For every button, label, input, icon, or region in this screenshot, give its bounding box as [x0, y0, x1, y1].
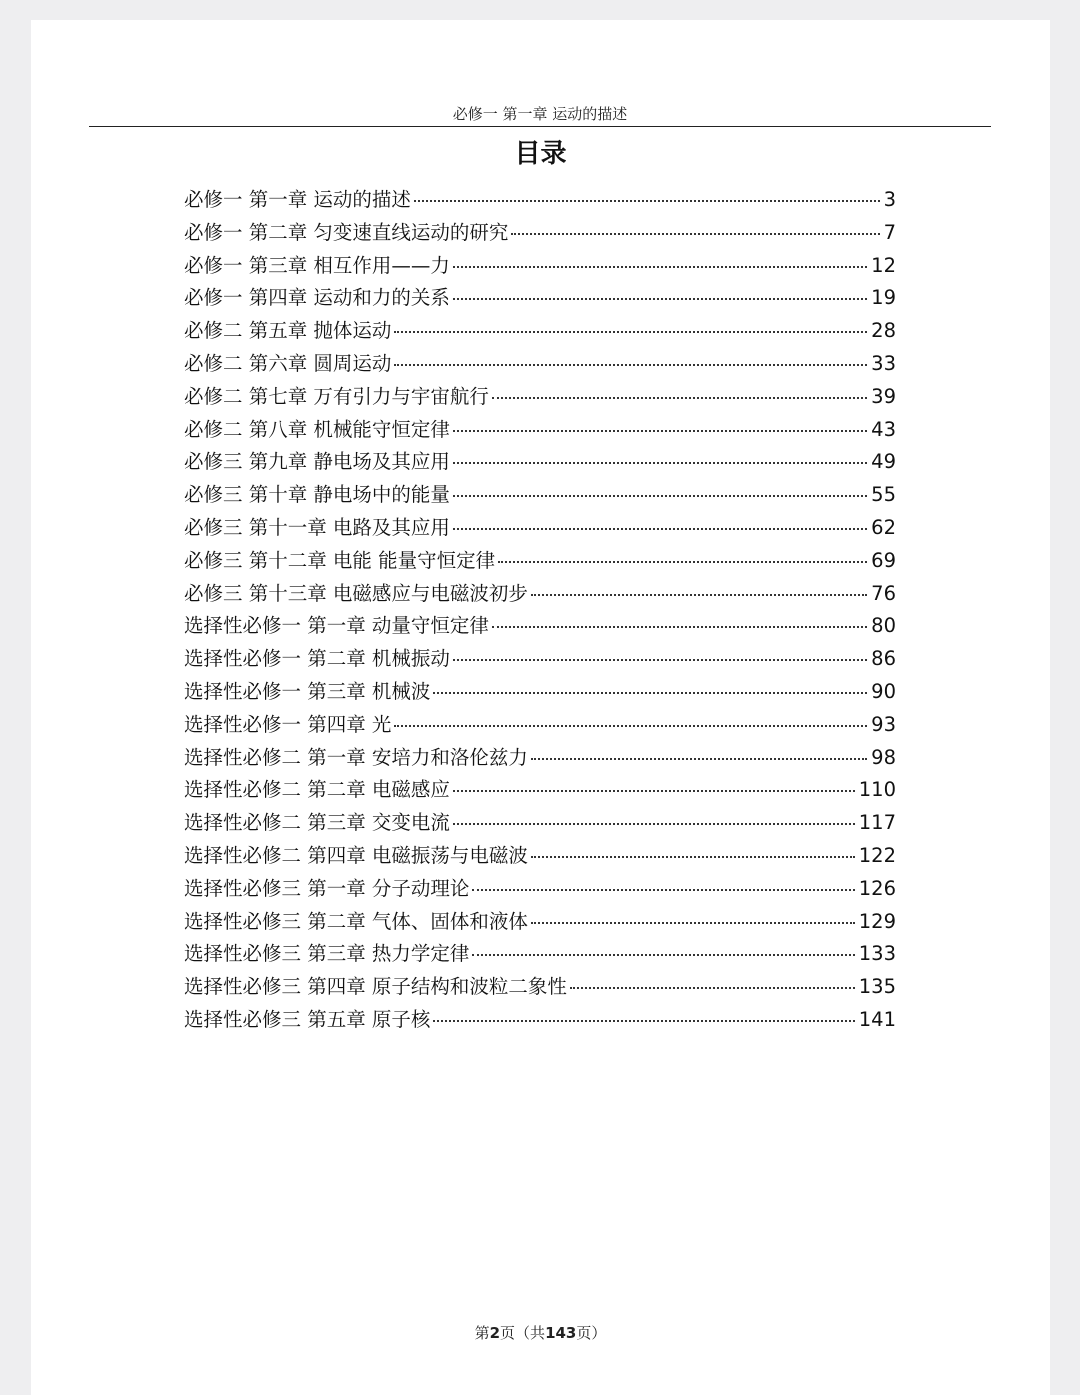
toc-leader-dots — [453, 462, 867, 464]
toc-leader-dots — [433, 692, 867, 694]
toc-entry-page-number: 135 — [858, 975, 896, 999]
toc-entry-title: 必修三 第十三章 电磁感应与电磁波初步 — [184, 581, 528, 605]
toc-entry-page-number: 141 — [858, 1007, 896, 1031]
footer-middle: 页（共 — [500, 1324, 546, 1342]
footer-current-page: 2 — [489, 1324, 501, 1342]
toc-entry-page-number: 117 — [858, 811, 896, 835]
toc-entry-title: 选择性必修三 第二章 气体、固体和液体 — [184, 909, 528, 933]
toc-entry-page-number: 90 — [871, 679, 896, 703]
toc-entry[interactable] — [184, 709, 896, 742]
toc-entry-title: 选择性必修二 第四章 电磁振荡与电磁波 — [184, 843, 528, 867]
toc-entry[interactable] — [184, 742, 896, 775]
toc-entry-page-number: 62 — [871, 515, 896, 539]
running-header: 必修一 第一章 运动的描述 — [452, 105, 628, 123]
toc-entry[interactable] — [184, 578, 896, 611]
toc-leader-dots — [531, 594, 867, 596]
toc-entry-title: 必修二 第八章 机械能守恒定律 — [184, 417, 450, 441]
toc-entry-page-number: 39 — [871, 384, 896, 408]
toc-entry[interactable] — [184, 217, 896, 250]
toc-entry[interactable] — [184, 840, 896, 873]
toc-entry-page-number: 86 — [871, 647, 896, 671]
toc-entry[interactable] — [184, 774, 896, 807]
toc-entry-title: 必修二 第七章 万有引力与宇宙航行 — [184, 384, 489, 408]
toc-entry-page-number: 110 — [858, 778, 896, 802]
toc-entry-page-number: 49 — [871, 450, 896, 474]
toc-entry-title: 选择性必修一 第三章 机械波 — [184, 679, 431, 703]
toc-entry[interactable] — [184, 873, 896, 906]
footer-total-pages: 143 — [545, 1324, 577, 1342]
footer-prefix: 第 — [474, 1324, 490, 1342]
toc-entry-title: 必修一 第二章 匀变速直线运动的研究 — [184, 220, 509, 244]
toc-entry-title: 必修一 第三章 相互作用——力 — [184, 253, 450, 277]
toc-entry-page-number: 80 — [871, 614, 896, 638]
toc-leader-dots — [570, 987, 855, 989]
toc-entry[interactable] — [184, 906, 896, 939]
toc-entry[interactable] — [184, 381, 896, 414]
toc-entry-page-number: 69 — [871, 548, 896, 572]
toc-entry-title: 选择性必修一 第二章 机械振动 — [184, 647, 450, 671]
toc-entry[interactable] — [184, 938, 896, 971]
toc-leader-dots — [394, 364, 867, 366]
toc-entry[interactable] — [184, 610, 896, 643]
toc-leader-dots — [453, 790, 855, 792]
toc-entry[interactable] — [184, 250, 896, 283]
toc-leader-dots — [394, 331, 867, 333]
toc-entry-title: 必修二 第五章 抛体运动 — [184, 319, 392, 343]
toc-leader-dots — [472, 954, 854, 956]
toc-entry[interactable] — [184, 282, 896, 315]
toc-entry[interactable] — [184, 479, 896, 512]
toc-leader-dots — [453, 266, 867, 268]
toc-entry-title: 选择性必修三 第四章 原子结构和波粒二象性 — [184, 975, 567, 999]
toc-leader-dots — [531, 922, 855, 924]
toc-leader-dots — [498, 561, 867, 563]
toc-leader-dots — [453, 430, 867, 432]
toc-entry-page-number: 33 — [871, 351, 896, 375]
toc-entry-title: 选择性必修三 第五章 原子核 — [184, 1007, 431, 1031]
toc-entry[interactable] — [184, 971, 896, 1004]
toc-entry[interactable] — [184, 807, 896, 840]
toc-entry-page-number: 76 — [871, 581, 896, 605]
toc-entry-title: 选择性必修三 第三章 热力学定律 — [184, 942, 470, 966]
toc-leader-dots — [492, 397, 867, 399]
header-divider — [89, 126, 991, 127]
toc-leader-dots — [414, 200, 880, 202]
toc-leader-dots — [453, 823, 855, 825]
toc-entry-page-number: 129 — [858, 909, 896, 933]
toc-leader-dots — [394, 725, 867, 727]
toc-entry-page-number: 12 — [871, 253, 896, 277]
toc-entry[interactable] — [184, 512, 896, 545]
toc-entry-title: 必修三 第十一章 电路及其应用 — [184, 515, 450, 539]
toc-entry-page-number: 3 — [883, 188, 896, 211]
toc-entry-title: 选择性必修三 第一章 分子动理论 — [184, 876, 470, 900]
toc-leader-dots — [472, 889, 854, 891]
toc-entry-title: 必修二 第六章 圆周运动 — [184, 351, 392, 375]
toc-leader-dots — [531, 758, 867, 760]
toc-entry-title: 必修一 第四章 运动和力的关系 — [184, 286, 450, 310]
toc-leader-dots — [492, 626, 867, 628]
toc-entry-page-number: 93 — [871, 712, 896, 736]
toc-entry-title: 选择性必修二 第三章 交变电流 — [184, 811, 450, 835]
toc-entry-page-number: 19 — [871, 286, 896, 310]
toc-entry[interactable] — [184, 545, 896, 578]
toc-entry[interactable] — [184, 446, 896, 479]
toc-entry-page-number: 126 — [858, 876, 896, 900]
toc-entry-page-number: 122 — [858, 843, 896, 867]
toc-entry[interactable] — [184, 1004, 896, 1037]
toc-entry[interactable] — [184, 676, 896, 709]
toc-entry-title: 选择性必修二 第一章 安培力和洛伦兹力 — [184, 745, 528, 769]
toc-list — [184, 184, 896, 1037]
toc-leader-dots — [453, 528, 867, 530]
toc-entry-title: 选择性必修二 第二章 电磁感应 — [184, 778, 450, 802]
page-footer — [31, 1323, 1050, 1343]
toc-leader-dots — [511, 233, 879, 235]
toc-entry-page-number: 7 — [883, 220, 896, 244]
document-page — [31, 20, 1050, 1395]
toc-leader-dots — [433, 1020, 854, 1022]
toc-entry-title: 选择性必修一 第一章 动量守恒定律 — [184, 614, 489, 638]
toc-leader-dots — [453, 495, 867, 497]
toc-leader-dots — [453, 298, 867, 300]
toc-entry[interactable] — [184, 184, 896, 217]
toc-entry-page-number: 133 — [858, 942, 896, 966]
toc-entry-title: 必修三 第十章 静电场中的能量 — [184, 483, 450, 507]
toc-entry-title: 必修三 第十二章 电能 能量守恒定律 — [184, 548, 496, 572]
toc-entry-title: 必修三 第九章 静电场及其应用 — [184, 450, 450, 474]
toc-entry-page-number: 43 — [871, 417, 896, 441]
toc-entry-page-number: 98 — [871, 745, 896, 769]
toc-entry[interactable] — [184, 414, 896, 447]
toc-entry[interactable] — [184, 643, 896, 676]
toc-entry-title: 必修一 第一章 运动的描述 — [184, 188, 411, 211]
toc-entry-page-number: 28 — [871, 319, 896, 343]
toc-entry[interactable] — [184, 315, 896, 348]
toc-leader-dots — [531, 856, 855, 858]
toc-entry[interactable] — [184, 348, 896, 381]
footer-suffix: 页） — [576, 1324, 607, 1342]
toc-entry-page-number: 55 — [871, 483, 896, 507]
toc-entry-title: 选择性必修一 第四章 光 — [184, 712, 392, 736]
toc-title: 目录 — [514, 139, 567, 169]
toc-leader-dots — [453, 659, 867, 661]
